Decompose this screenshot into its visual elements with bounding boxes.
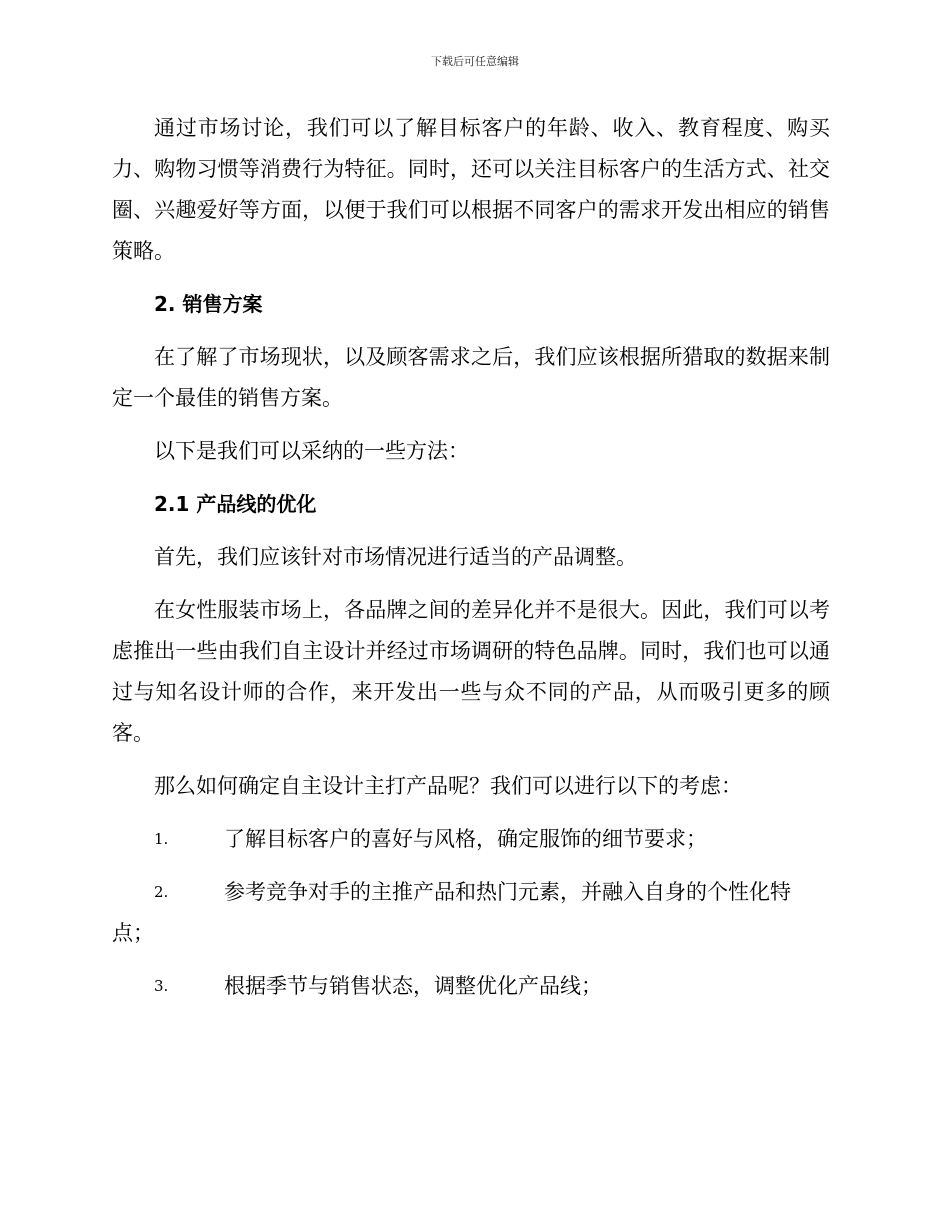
document-body: [112, 108, 830, 1019]
section-heading-sales-plan: 2. 销售方案: [154, 292, 263, 316]
paragraph-product-adjustment: 首先，我们应该针对市场情况进行适当的产品调整。: [154, 545, 637, 569]
list-text: 参考竞争对手的主推产品和热门元素，并融入自身的个性化特点；: [112, 880, 791, 945]
list-text: 了解目标客户的喜好与风格，确定服饰的细节要求；: [224, 827, 707, 851]
list-item: [112, 819, 830, 860]
list-number: 3.: [154, 977, 169, 995]
list-number: 1.: [154, 830, 169, 848]
paragraph-sales-plan-intro: 在了解了市场现状，以及顾客需求之后，我们应该根据所猎取的数据来制定一个最佳的销售方案。: [112, 345, 830, 410]
list-text: 根据季节与销售状态，调整优化产品线；: [224, 974, 602, 998]
paragraph-target-customers: 通过市场讨论，我们可以了解目标客户的年龄、收入、教育程度、购买力、购物习惯等消费行为特征。同时，还可以关注目标客户的生活方式、社交圈、兴趣爱好等方面，以便于我们可以根据不同客户的需求开发出相应的销售策略。: [112, 116, 830, 263]
paragraph-brand-differentiation: 在女性服装市场上，各品牌之间的差异化并不是很大。因此，我们可以考虑推出一些由我们自主设计并经过市场调研的特色品牌。同时，我们也可以通过与知名设计师的合作，来开发出一些与众不同的产品，从而吸引更多的顾客。: [112, 598, 830, 745]
subsection-heading-product-line: 2.1 产品线的优化: [154, 492, 317, 516]
list-number: 2.: [154, 883, 169, 901]
header-note: 下载后可任意编辑: [431, 55, 519, 68]
paragraph-methods-intro: 以下是我们可以采纳的一些方法：: [154, 439, 469, 463]
paragraph-considerations-intro: 那么如何确定自主设计主打产品呢？我们可以进行以下的考虑：: [154, 774, 742, 798]
list-item: [112, 966, 830, 1007]
list-item: [112, 872, 830, 954]
